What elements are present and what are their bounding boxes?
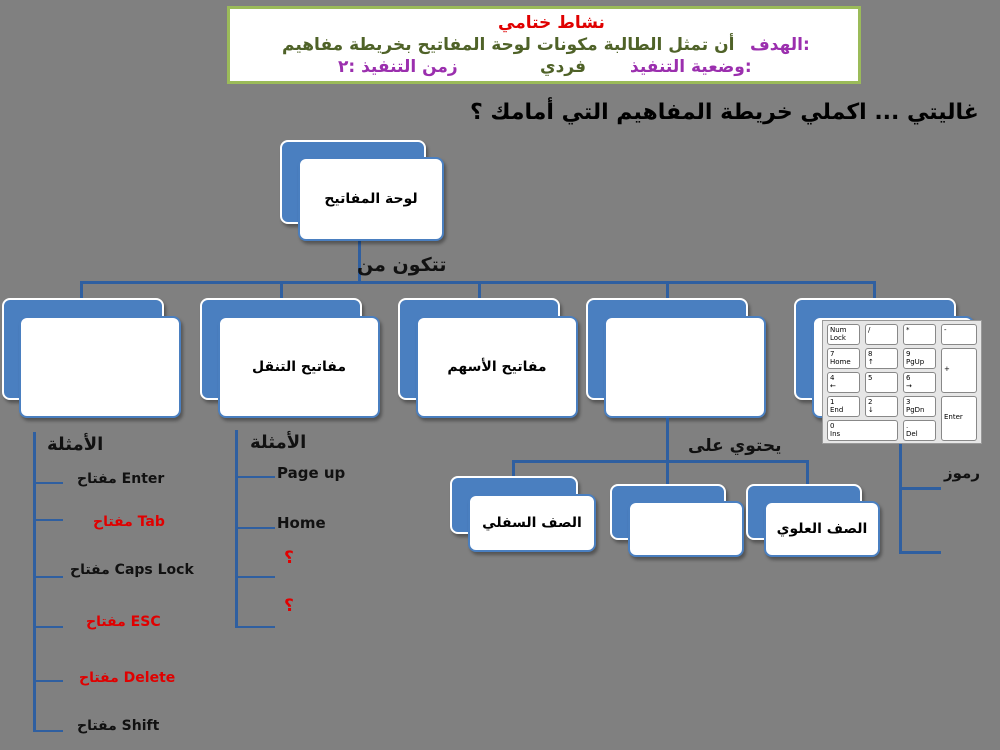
examples-nav-heading: الأمثلة <box>250 432 307 453</box>
examples-left-tick <box>33 482 63 484</box>
row-top[interactable]: الصف العلوي <box>764 501 880 557</box>
keypad-key: 6 → <box>903 372 936 393</box>
example-delete: مفتاح Delete <box>79 670 176 686</box>
symbols-label: رموز <box>944 464 980 482</box>
activity-title: نشاط ختامي <box>498 13 605 33</box>
keypad-key: * <box>903 324 936 345</box>
goal-text: أن تمثل الطالبة مكونات لوحة المفاتيح بخريطة مفاهيم <box>282 35 735 55</box>
time-label: زمن التنفيذ :٢ <box>338 57 458 77</box>
symbols-tick-2 <box>899 551 941 554</box>
keypad-key: Num Lock <box>827 324 860 345</box>
keypad-key: 4 ← <box>827 372 860 393</box>
row-bottom[interactable]: الصف السفلي <box>468 494 596 552</box>
keypad-key: + <box>941 348 977 393</box>
keypad-key: Enter <box>941 396 977 441</box>
keypad-key: 2 ↓ <box>865 396 898 417</box>
keypad-key: 0 Ins <box>827 420 898 441</box>
example-page-up: Page up <box>277 464 346 482</box>
instruction-text: غاليتي ... اكملي خريطة المفاهيم التي أمامك ؟ <box>470 100 979 125</box>
rows-drop-2 <box>666 460 669 486</box>
contains-stem <box>666 418 669 462</box>
numeric-keypad-image <box>822 320 982 444</box>
examples-nav-tick <box>235 626 275 628</box>
category-arrow-keys[interactable]: مفاتيح الأسهم <box>416 316 578 418</box>
root-node[interactable]: لوحة المفاتيح <box>298 157 444 241</box>
mode-label: وضعية التنفيذ: <box>630 57 752 77</box>
mode-value: فردي <box>540 57 587 77</box>
row-empty[interactable] <box>628 501 744 557</box>
examples-left-heading: الأمثلة <box>47 434 104 455</box>
examples-nav-tick <box>235 576 275 578</box>
example-missing-1: ؟ <box>284 548 294 568</box>
examples-left-tick <box>33 519 63 521</box>
example-caps-lock: مفتاح Caps Lock <box>70 562 194 578</box>
examples-left-stem <box>33 432 36 732</box>
activity-header <box>227 6 861 84</box>
keypad-key: 1 End <box>827 396 860 417</box>
keypad-key: - <box>941 324 977 345</box>
rows-drop-3 <box>806 460 809 486</box>
keypad-key: . Del <box>903 420 936 441</box>
goal-label: الهدف: <box>750 35 810 55</box>
examples-left-tick <box>33 626 63 628</box>
keypad-key: 5 <box>865 372 898 393</box>
example-home: Home <box>277 514 326 532</box>
examples-left-tick <box>33 680 63 682</box>
example-esc: مفتاح ESC <box>86 614 161 630</box>
keypad-key: 3 PgDn <box>903 396 936 417</box>
examples-nav-tick <box>235 476 275 478</box>
keypad-key: / <box>865 324 898 345</box>
examples-left-tick <box>33 730 63 732</box>
keypad-key: 8 ↑ <box>865 348 898 369</box>
symbols-tick-1 <box>899 487 941 490</box>
example-tab: مفتاح Tab <box>93 514 165 530</box>
category-navigation-keys[interactable]: مفاتيح التنقل <box>218 316 380 418</box>
example-shift: مفتاح Shift <box>77 718 160 734</box>
examples-nav-stem <box>235 430 238 628</box>
category-empty-4[interactable] <box>604 316 766 418</box>
rows-bar <box>512 460 808 463</box>
example-enter: مفتاح Enter <box>77 471 165 487</box>
symbols-stem <box>899 444 902 554</box>
keypad-key: 9 PgUp <box>903 348 936 369</box>
category-empty-1[interactable] <box>19 316 181 418</box>
keypad-key: 7 Home <box>827 348 860 369</box>
examples-nav-tick <box>235 527 275 529</box>
contains-label: يحتوي على <box>688 436 782 456</box>
example-missing-2: ؟ <box>284 596 294 616</box>
consists-of-label: تتكون من <box>357 254 447 276</box>
examples-left-tick <box>33 576 63 578</box>
